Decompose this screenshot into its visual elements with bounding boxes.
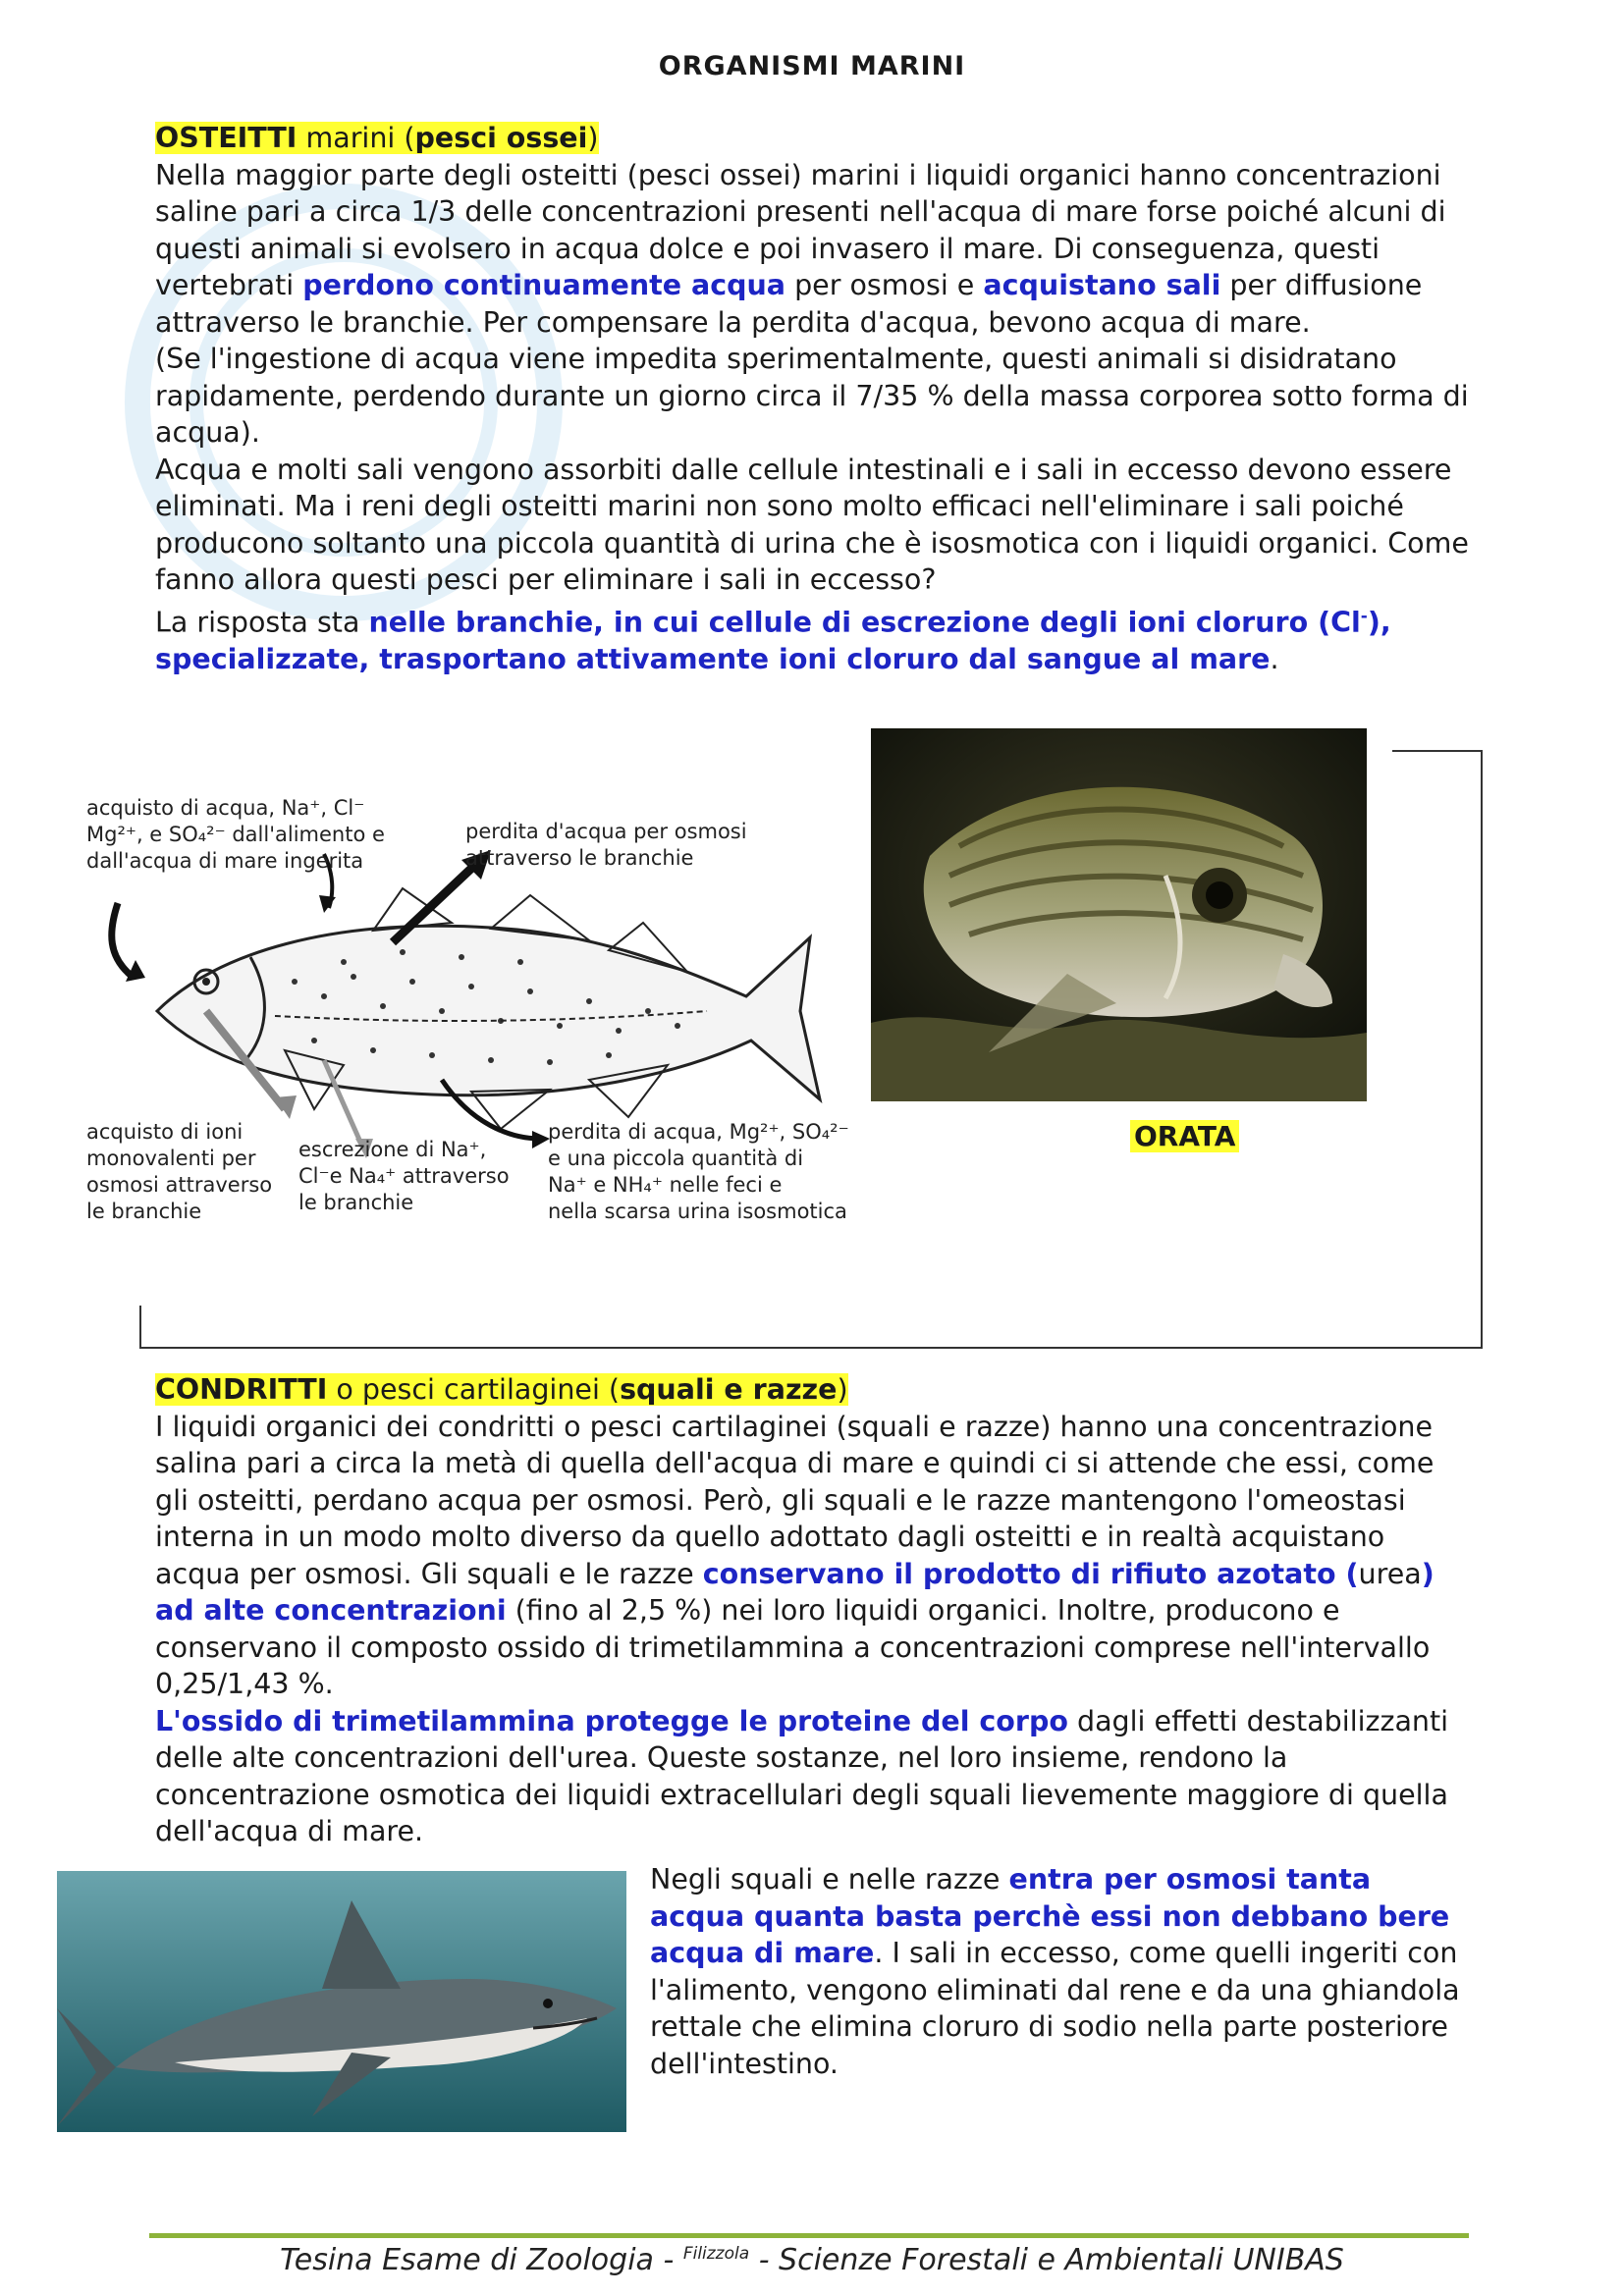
section-heading-osteitti: OSTEITTI marini (pesci ossei)	[155, 122, 599, 154]
footer: Tesina Esame di Zoologia - $^{Filizzola}$ - Scienze Forestali e Ambientali UNIBAS	[280, 2243, 1344, 2277]
frame-line	[139, 1306, 141, 1349]
orata-photo	[871, 728, 1367, 1101]
diagram-label-water-loss: perdita d'acqua per osmosi attraverso le branchie	[465, 820, 747, 870]
paragraph: L'ossido di trimetilammina protegge le proteine del corpo dagli effetti destabilizzanti delle alte concentrazioni dell'urea. Queste sostanze, nel loro insieme, rendono la concentrazione osmotica dei liquidi extracellulari degli squali lievemente maggiore di quella dell'acqua di mare.	[155, 1704, 1449, 1847]
paragraph: (Se l'ingestione di acqua viene impedita sperimentalmente, questi animali si disidratano rapidamente, perdendo durante un giorno circa il 7/35 % della massa corporea sotto forma di acqua).	[155, 343, 1469, 449]
paragraph: I liquidi organici dei condritti o pesci cartilaginei (squali e razze) hanno una concentrazione salina pari a circa la metà di quella dell'acqua di mare e quindi ci si attende che essi, come gli osteitti, perdano acqua per osmosi. Però, gli squali e le razze mantengono l'omeostasi interna in un modo molto diverso da quello adottato dagli osteitti e in realtà acquistano acqua per osmosi. Gli squali e le razze conservano il prodotto di rifiuto azotato (urea) ad alte concentrazioni (fino al 2,5 %) nei loro liquidi organici. Inoltre, producono e conservano il composto ossido di trimetilammina a concentrazioni comprese nell'intervallo 0,25/1,43 %.	[155, 1410, 1435, 1700]
page-title: ORGANISMI MARINI	[658, 51, 966, 81]
diagram-label-loss-feces: perdita di acqua, Mg²⁺, SO₄²⁻ e una piccola quantità di Na⁺ e NH₄⁺ nelle feci e nella scarsa urina isosmotica	[548, 1120, 849, 1223]
footer-rule	[149, 2233, 1469, 2238]
paragraph: Nella maggior parte degli osteitti (pesci ossei) marini i liquidi organici hanno concentrazioni saline pari a circa 1/3 delle concentrazioni presenti nell'acqua di mare forse poiché alcuni di questi animali si evolsero in acqua dolce e poi invasero il mare. Di conseguenza, questi vertebrati perdono continuamente acqua per osmosi e acquistano sali per diffusione attraverso le branchie. Per compensare la perdita d'acqua, bevono acqua di mare.	[155, 158, 1446, 339]
fish-osmoregulation-diagram	[79, 785, 864, 1237]
paragraph: La risposta sta nelle branchie, in cui cellule di escrezione degli ioni cloruro (Cl-), specializzate, trasportano attivamente ioni cloruro dal sangue al mare.	[155, 606, 1391, 675]
paragraph: Acqua e molti sali vengono assorbiti dalle cellule intestinali e i sali in eccesso devono essere eliminati. Ma i reni degli osteitti marini non sono molto efficaci nell'eliminare i sali poiché producono soltanto una piccola quantità di urina che è isosmotica con i liquidi organici. Come fanno allora questi pesci per eliminare i sali in eccesso?	[155, 453, 1469, 596]
shark-photo	[57, 1871, 626, 2132]
section-heading-condritti: CONDRITTI o pesci cartilaginei (squali e razze)	[155, 1373, 848, 1406]
diagram-label-intake: acquisto di acqua, Na⁺, Cl⁻ Mg²⁺, e SO₄²⁻ dall'alimento e dall'acqua di mare ingerita	[86, 796, 385, 873]
frame-line	[1392, 750, 1481, 752]
frame-line	[139, 1347, 1483, 1349]
paragraph-shark-water: Negli squali e nelle razze entra per osmosi tanta acqua quanta basta perchè essi non debbano bere acqua di mare. I sali in eccesso, come quelli ingeriti con l'alimento, vengono eliminati dal rene e da una ghiandola rettale che elimina cloruro di sodio nella parte posteriore dell'intestino.	[650, 1863, 1460, 2080]
orata-label: ORATA	[1130, 1120, 1239, 1152]
frame-line	[1481, 750, 1483, 1349]
diagram-label-ion-uptake: acquisto di ioni monovalenti per osmosi attraverso le branchie	[86, 1120, 273, 1223]
diagram-label-excretion: escrezione di Na⁺, Cl⁻e Na₄⁺ attraverso le branchie	[298, 1138, 510, 1214]
section-condritti	[155, 1371, 1471, 1850]
section-osteitti	[155, 120, 1471, 677]
